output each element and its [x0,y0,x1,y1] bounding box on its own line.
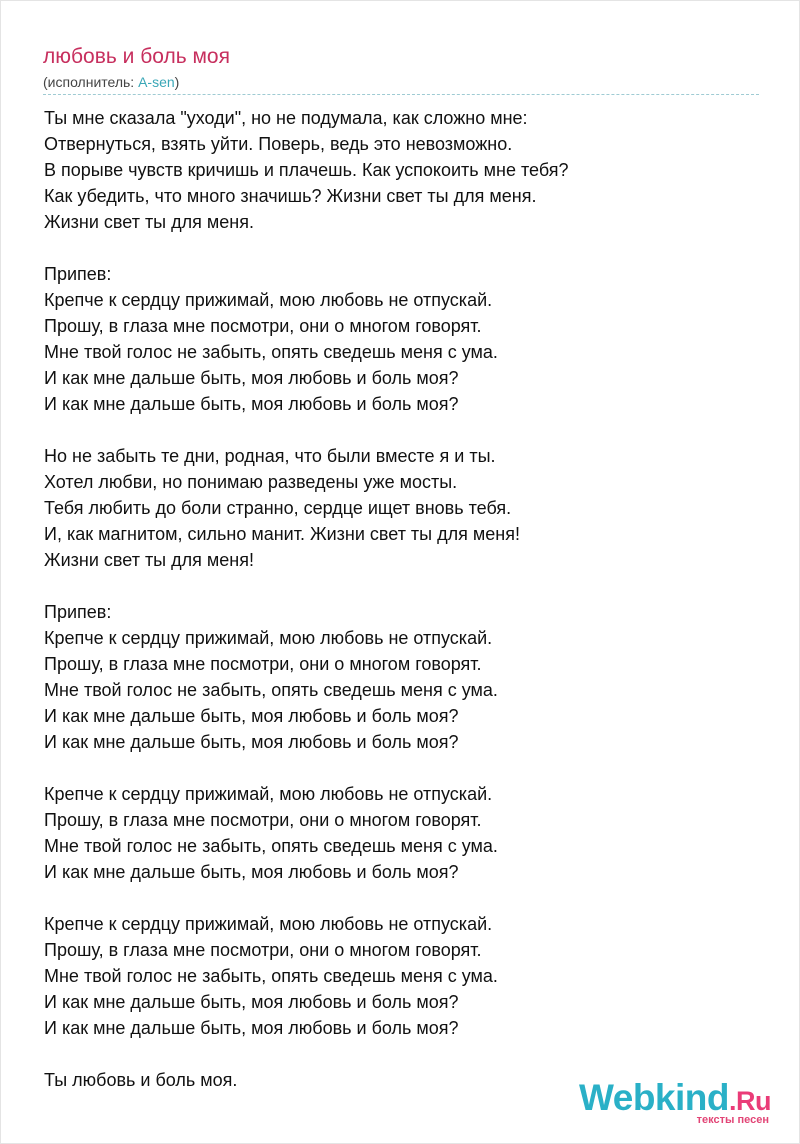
lyric-line: Мне твой голос не забыть, опять сведешь меня с ума. [44,342,498,362]
lyric-line: Прошу, в глаза мне посмотри, они о многом говорят. [44,654,482,674]
song-title: любовь и боль моя [43,45,230,68]
lyric-line: Крепче к сердцу прижимай, мою любовь не отпускай. [44,914,493,934]
lyric-line: И как мне дальше быть, моя любовь и боль моя? [44,1018,459,1038]
lyric-line: Крепче к сердцу прижимай, мою любовь не отпускай. [44,290,493,310]
lyric-line: Ты любовь и боль моя. [44,1070,238,1090]
artist-prefix: (исполнитель: [43,74,139,90]
artist-suffix: ) [174,74,180,90]
lyric-line: Припев: [44,264,112,284]
lyric-line: Хотел любви, но понимаю разведены уже мосты. [44,472,458,492]
lyric-line: Припев: [44,602,112,622]
logo-tld: .Ru [729,1086,771,1116]
lyric-spacer [44,573,774,599]
header-divider [43,94,759,95]
lyric-spacer [44,885,774,911]
lyric-line: Мне твой голос не забыть, опять сведешь меня с ума. [44,966,498,986]
artist-line [43,74,179,90]
lyric-line: Прошу, в глаза мне посмотри, они о многом говорят. [44,316,482,336]
lyrics-block [44,105,774,1093]
lyric-line: В порыве чувств кричишь и плачешь. Как успокоить мне тебя? [44,160,569,180]
lyric-line: Жизни свет ты для меня. [44,212,254,232]
lyric-line: И как мне дальше быть, моя любовь и боль моя? [44,732,459,752]
lyric-spacer [44,755,774,781]
logo-main-text: Webkind [579,1077,729,1118]
site-logo[interactable] [579,1077,771,1126]
lyric-line: И как мне дальше быть, моя любовь и боль моя? [44,706,459,726]
lyric-line: И как мне дальше быть, моя любовь и боль моя? [44,862,459,882]
lyric-line: Но не забыть те дни, родная, что были вместе я и ты. [44,446,496,466]
artist-link[interactable]: A-sen [138,74,175,90]
lyric-line: Прошу, в глаза мне посмотри, они о многом говорят. [44,940,482,960]
lyric-line: Как убедить, что много значишь? Жизни свет ты для меня. [44,186,537,206]
lyric-line: Крепче к сердцу прижимай, мою любовь не отпускай. [44,784,493,804]
lyric-line: Мне твой голос не забыть, опять сведешь меня с ума. [44,836,498,856]
lyric-line: Тебя любить до боли странно, сердце ищет вновь тебя. [44,498,512,518]
lyric-line: И как мне дальше быть, моя любовь и боль моя? [44,992,459,1012]
lyric-line: И как мне дальше быть, моя любовь и боль моя? [44,368,459,388]
lyric-spacer [44,1041,774,1067]
lyric-line: Мне твой голос не забыть, опять сведешь меня с ума. [44,680,498,700]
lyric-line: Ты мне сказала "уходи", но не подумала, как сложно мне: [44,108,528,128]
lyric-line: Отвернуться, взять уйти. Поверь, ведь это невозможно. [44,134,513,154]
lyric-line: Крепче к сердцу прижимай, мою любовь не отпускай. [44,628,493,648]
lyric-spacer [44,417,774,443]
lyric-line: Прошу, в глаза мне посмотри, они о многом говорят. [44,810,482,830]
logo-tagline: тексты песен [696,1114,769,1126]
lyric-line: И, как магнитом, сильно манит. Жизни свет ты для меня! [44,524,520,544]
lyric-line: Жизни свет ты для меня! [44,550,254,570]
lyric-line: И как мне дальше быть, моя любовь и боль моя? [44,394,459,414]
lyric-spacer [44,235,774,261]
